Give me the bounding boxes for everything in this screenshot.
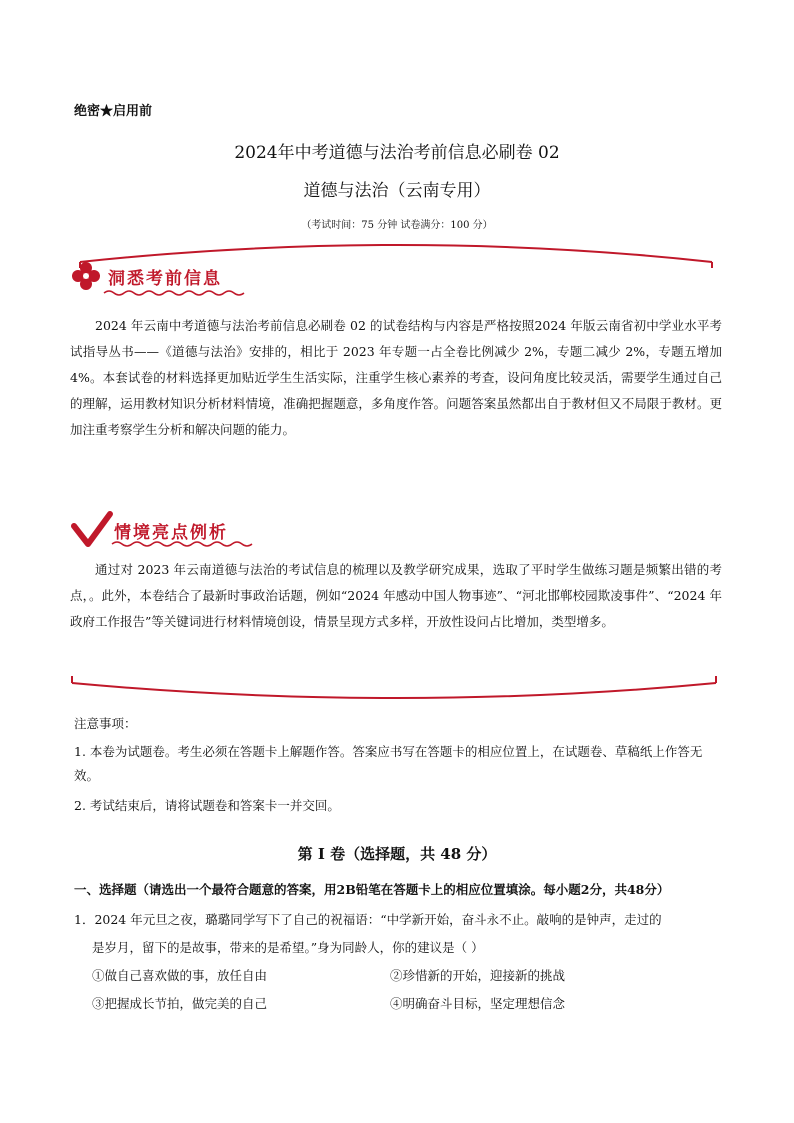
section1-paragraph: 2024 年云南中考道德与法治考前信息必刷卷 02 的试卷结构与内容是严格按照2024 年版云南省初中学业水平考试指导丛书——《道德与法治》安排的，相比于 2023 年专题一占全卷比例减少 2%，专题二减少 2%，专题五增加 4%。本套试卷的材料选择更加贴近学生生活实际，注重学生核心素养的考查，设问角度比较灵活，需要学生通过自己的理解，运用教材知识分析材料情境，准确把握题意，多角度作答。问题答案虽然都出自于教材但又不局限于教材。更加注重考察学生分析和解决问题的能力。 (70, 318, 722, 437)
notes-item-1: 1. 本卷为试题卷。考生必须在答题卡上解题作答。答案应书写在答题卡的相应位置上，在试题卷、草稿纸上作答无效。 (74, 744, 703, 783)
wavy-underline-1 (104, 291, 244, 295)
section2-paragraph: 通过对 2023 年云南道德与法治的考试信息的梳理以及教学研究成果，选取了平时学生做练习题是频繁出错的考点，。此外，本卷结合了最新时事政治话题，例如“2024 年感动中国人物事迹”、“河北邯郸校园欺凌事件”、“2024 年政府工作报告”等关键词进行材料情境创设，情景呈现方式多样，开放性设问占比增加，类型增多。 (70, 562, 722, 629)
exam-title: 2024年中考道德与法治考前信息必刷卷 02 (234, 143, 560, 163)
option-row-2 (74, 990, 724, 1018)
exam-subtitle: 道德与法治（云南专用） (303, 181, 491, 201)
question-1 (74, 906, 724, 1018)
option-4: ④明确奋斗目标，坚定理想信念 (390, 996, 566, 1011)
notes-label: 注意事项： (74, 716, 137, 731)
notes-block (74, 712, 724, 818)
section-badge-exam-info: 洞悉考前信息 (108, 269, 222, 289)
part-title: 第 I 卷（选择题，共 48 分） (297, 845, 497, 863)
option-row-1 (74, 962, 724, 990)
frame-top-arc (80, 245, 712, 262)
exam-time-score: （考试时间：75 分钟 试卷满分：100 分） (301, 220, 493, 231)
notes-item-2: 2. 考试结束后，请将试题卷和答案卡一并交回。 (74, 798, 340, 813)
option-2: ②珍惜新的开始，迎接新的挑战 (390, 968, 566, 983)
option-1: ①做自己喜欢做的事，放任自由 (92, 968, 268, 983)
section-badge-highlights: 情境亮点例析 (114, 523, 228, 543)
question-stem-line-1: 1．2024 年元旦之夜，璐璐同学写下了自己的祝福语：“中学新开始，奋斗永不止。敲响的是钟声，走过的 (74, 912, 662, 927)
flower-icon (72, 262, 100, 290)
section-heading-choice: 一、选择题（请选出一个最符合题意的答案，用2B铅笔在答题卡上的相应位置填涂。每小题2分，共48分） (74, 882, 670, 897)
checkmark-icon (74, 514, 110, 544)
question-stem-line-2: 是岁月，留下的是故事，带来的是希望。”身为同龄人，你的建议是（ ） (92, 940, 484, 955)
option-3: ③把握成长节拍，做完美的自己 (92, 996, 268, 1011)
confidential-label: 绝密★启用前 (74, 104, 153, 119)
frame-bottom-arc (72, 683, 716, 698)
